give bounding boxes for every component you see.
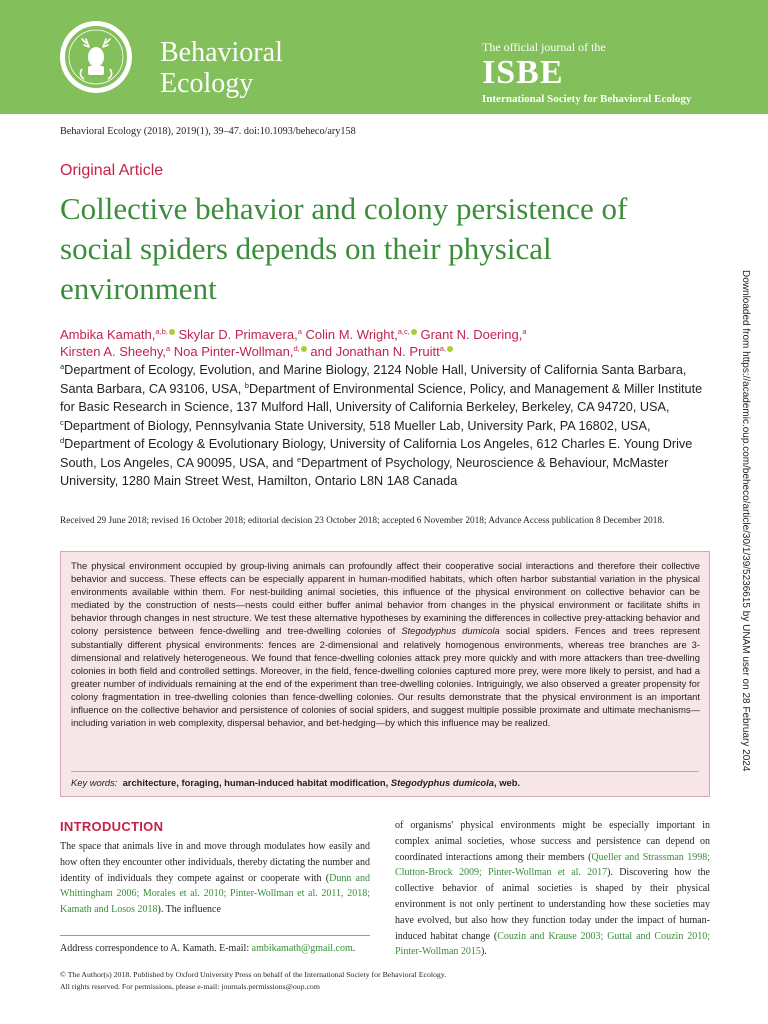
article-type: Original Article xyxy=(60,162,164,179)
author-name: Skylar D. Primavera, xyxy=(178,327,298,342)
author-affiliation-marker: a xyxy=(297,327,302,336)
keywords xyxy=(71,777,520,788)
affiliation-marker: e xyxy=(297,454,302,464)
orcid-icon[interactable] xyxy=(301,346,307,352)
keywords-divider xyxy=(71,771,699,772)
journal-name-line2: Ecology xyxy=(160,68,254,99)
intro-left-column xyxy=(60,839,370,918)
isbe-full-name: International Society for Behavioral Ecology xyxy=(482,93,692,105)
correspondence-divider xyxy=(60,935,370,936)
affiliation-text: Department of Psychology, Neuroscience & Behaviour, McMaster University, 1280 Main Street West, Hamilton, Ontario L8N 1A8 Canada xyxy=(60,455,669,488)
author[interactable] xyxy=(179,327,302,342)
author-name: Colin M. Wright, xyxy=(305,327,398,342)
intro-right-text2: ). Discovering how the collective behavior of animal societies is shaped by their physical environment is not only pertinent to understanding how these societies may have evolved, but also how they function today under the impact of human-induced habitat change ( xyxy=(395,867,710,942)
keywords-values xyxy=(123,777,520,788)
citation: Behavioral Ecology (2018), 2019(1), 39–47. doi:10.1093/beheco/ary158 xyxy=(60,126,356,137)
copyright xyxy=(60,969,446,993)
affiliation-text: Department of Ecology, Evolution, and Marine Biology, 2124 Noble Hall, University of California Santa Barbara, Santa Barbara, CA 93106, USA, xyxy=(60,363,687,396)
keywords-label: Key words: xyxy=(71,777,118,788)
author-affiliation-marker: a, xyxy=(439,344,447,353)
orcid-icon[interactable] xyxy=(411,329,417,335)
introduction-heading: INTRODUCTION xyxy=(60,819,164,834)
isbe-tagline: The official journal of the xyxy=(482,40,606,54)
author-affiliation-marker: a,c, xyxy=(397,327,410,336)
abstract-part2: social spiders. Fences and trees represent substantially different physical environments: fences are 2-dimensional and relatively homogenous environments, whereas tree branches are 3-dimensional and relatively heterogeneous. We found that fence-dwelling colonies attack prey more quickly and with more attackers than tree-dwelling colonies in both field and controlled settings. Moreover, in the field, fence-dwelling colonies captured more prey, were more likely to persist, and had a greater number of individuals remaining at the end of the experiment than tree-dwelling colonies. Intriguingly, we also observed a greater propensity for colony fragmentation in tree-dwelling colonies than fence-dwelling colonies. Our results demonstrate that the physical environment is an important influence on the collective behavior and persistence of colonies of social spiders, and suggest multiple possible proximate and ultimate mechanisms—including variation in web complexity, dispersal behavior, and bet-hedging—by which this influence may be realized. xyxy=(71,625,701,729)
journal-logo-icon xyxy=(58,19,134,95)
author-name: Grant N. Doering, xyxy=(420,327,523,342)
copyright-line1: © The Author(s) 2018. Published by Oxford University Press on behalf of the International Society for Behavioral Ecology. xyxy=(60,970,447,979)
article-title: Collective behavior and colony persistence of social spiders depends on their physical environment xyxy=(60,191,628,306)
keywords-part1: architecture, foraging, human-induced habitat modification, xyxy=(122,777,391,788)
affiliation-text: Department of Ecology & Evolutionary Biology, University of California Los Angeles, 612 Charles E. Young Drive South, Los Angeles, CA 90095, USA, and xyxy=(60,437,693,470)
author-name: Noa Pinter-Wollman, xyxy=(173,344,294,359)
author-affiliation-marker: d, xyxy=(293,344,300,353)
intro-left-text: The space that animals live in and move through modulates how easily and how often they encounter other individuals, thereby dictating the number and identity of individuals they compete against or cooperate with ( xyxy=(60,841,370,884)
journal-header xyxy=(0,0,768,114)
author[interactable] xyxy=(60,327,175,342)
author-affiliation-marker: a xyxy=(522,327,527,336)
isbe-block xyxy=(482,40,691,106)
intro-right-text3: ). xyxy=(480,946,487,958)
author[interactable] xyxy=(310,344,453,359)
author[interactable] xyxy=(174,344,307,359)
orcid-icon[interactable] xyxy=(169,329,175,335)
keywords-species: Stegodyphus dumicola xyxy=(390,777,494,788)
abstract-box xyxy=(60,551,710,797)
affiliation-marker: d xyxy=(60,436,65,445)
journal-name xyxy=(160,37,283,99)
affiliation-text: Department of Biology, Pennsylvania State University, 518 Mueller Lab, University Park, PA 16802, USA, xyxy=(63,418,651,433)
intro-right-text1: of organisms' physical environments might be especially important in complex animal societies, whose success and persistence can depend on coordinated interactions among their members ( xyxy=(395,820,710,863)
keywords-part2: , web. xyxy=(493,777,521,788)
author-name: and Jonathan N. Pruitt xyxy=(310,344,440,359)
correspondence-label: Address correspondence to A. Kamath. E-mail: xyxy=(60,943,252,954)
intro-right-refs1[interactable]: Queller and Strassman 1998; Clutton-Brock 2009; Pinter-Wollman et al. 2017 xyxy=(395,851,710,879)
author[interactable] xyxy=(60,344,170,359)
author-name: Kirsten A. Sheehy, xyxy=(60,344,166,359)
intro-left-tail: ). The influence xyxy=(157,904,221,916)
affiliation-marker: a xyxy=(60,362,65,371)
abstract-text xyxy=(71,559,700,729)
correspondence xyxy=(60,943,355,954)
download-note-text: Downloaded from https://academic.oup.com/beheco/article/30/1/39/5236615 by UNAM user on 28 February 2024 xyxy=(740,270,751,772)
isbe-name: ISBE xyxy=(482,54,564,91)
orcid-icon[interactable] xyxy=(447,346,453,352)
author-name: Ambika Kamath, xyxy=(60,327,156,342)
affiliation-marker: c xyxy=(60,417,64,427)
intro-left-refs[interactable]: Dunn and Whittingham 2006; Morales et al. 2010; Pinter-Wollman et al. 2011, 2018; Kamath and Losos 2018 xyxy=(60,872,370,916)
correspondence-email[interactable]: ambikamath@gmail.com xyxy=(251,943,353,954)
affiliation-text: Department of Environmental Science, Policy, and Management & Miller Institute for Basic Research in Science, 137 Mulford Hall, University of California Berkeley, Berkeley, CA 94720, USA, xyxy=(60,381,703,414)
intro-right-refs2[interactable]: Couzin and Krause 2003; Guttal and Couzin 2010; Pinter-Wollman 2015 xyxy=(395,930,710,958)
author[interactable] xyxy=(306,327,417,342)
affiliations xyxy=(60,361,716,491)
author-affiliation-marker: a,b, xyxy=(155,327,168,336)
intro-right-column xyxy=(395,818,710,960)
abstract-part1: The physical environment occupied by group-living animals can profoundly affect their cooperative social interactions and therefore their collective behavior and success. These effects can be especially apparent in human-modified habitats, which often harbor substantial variation in the physical environments available within them. For nest-building animal societies, this influence of the physical environment on collective behavior can be mediated by the construction of nests—nests could either buffer animal behavior from changes in the physical environment or facilitate shifts in behavior through changes in nest structure. We test these alternative hypotheses by examining the differences in collective prey-attacking behavior and colony persistence between fence-dwelling and tree-dwelling colonies of xyxy=(71,560,700,637)
copyright-line2: All rights reserved. For permissions, please e-mail: journals.permissions@oup.com xyxy=(60,982,320,991)
download-note xyxy=(741,270,751,800)
author-list xyxy=(60,326,710,360)
author[interactable] xyxy=(420,327,526,342)
author-affiliation-marker: a xyxy=(166,344,171,353)
affiliation-marker: b xyxy=(244,380,249,390)
correspondence-end: . xyxy=(352,943,356,954)
received-dates: Received 29 June 2018; revised 16 October 2018; editorial decision 23 October 2018; accepted 6 November 2018; Advance Access publication 8 December 2018. xyxy=(60,516,665,526)
abstract-species: Stegodyphus dumicola xyxy=(401,625,500,637)
journal-name-line1: Behavioral xyxy=(160,37,283,68)
